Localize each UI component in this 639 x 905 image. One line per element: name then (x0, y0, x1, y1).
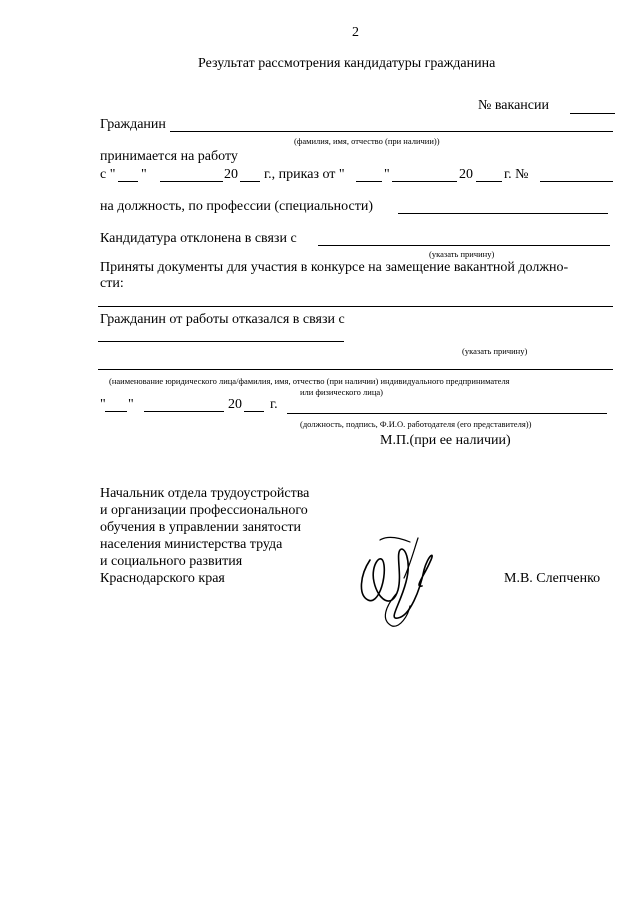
hire-day-line (118, 181, 138, 182)
rejected-label: Кандидатура отклонена в связи с (100, 231, 297, 246)
hire-order-label: г., приказ от " (264, 167, 345, 182)
sign-date-quote-open: " (100, 397, 106, 412)
hired-label: принимается на работу (100, 149, 238, 164)
order-number-label: г. № (504, 167, 529, 182)
rejected-reason-line (318, 245, 610, 246)
signer-title-line-3: обучения в управлении занятости (100, 520, 301, 535)
sign-day-line (105, 411, 127, 412)
page-number: 2 (352, 25, 359, 40)
sign-year-prefix: 20 (228, 397, 242, 412)
stamp-note: М.П.(при ее наличии) (380, 433, 511, 448)
hire-from-label: с " (100, 167, 116, 182)
vacancy-label: № вакансии (478, 98, 549, 113)
order-year-prefix: 20 (459, 167, 473, 182)
hire-year-prefix: 20 (224, 167, 238, 182)
position-line (398, 213, 608, 214)
signature-hint: (должность, подпись, Ф.И.О. работодателя (его представителя)) (300, 419, 532, 429)
signature-line (287, 413, 607, 414)
order-day-line (356, 181, 382, 182)
signer-title-line-5: и социального развития (100, 554, 243, 569)
sign-year-suffix: г. (270, 397, 278, 412)
citizen-name-line (170, 131, 613, 132)
position-label: на должность, по профессии (специальности) (100, 199, 373, 214)
order-month-line (392, 181, 457, 182)
employer-name-line (98, 369, 613, 370)
hire-day-quote: " (141, 167, 147, 182)
refused-reason-hint: (указать причину) (462, 346, 528, 356)
refused-label: Гражданин от работы отказался в связи с (100, 312, 345, 327)
refused-reason-line (98, 341, 344, 342)
hire-month-line (160, 181, 223, 182)
documents-text: Приняты документы для участия в конкурсе на замещение вакантной должно- (100, 260, 569, 275)
handwritten-signature (340, 520, 450, 630)
sign-month-line (144, 411, 224, 412)
order-day-quote: " (384, 167, 390, 182)
vacancy-number-line (570, 113, 615, 114)
sign-date-quote-close: " (128, 397, 134, 412)
order-year-line (476, 181, 502, 182)
employer-hint: (наименование юридического лица/фамилия, имя, отчество (при наличии) индивидуального предпринимателя (109, 376, 510, 386)
fio-hint: (фамилия, имя, отчество (при наличии)) (294, 136, 440, 146)
signer-name: М.В. Слепченко (504, 571, 601, 586)
sign-year-line (244, 411, 264, 412)
hire-year-line (240, 181, 260, 182)
employer-hint-continued: или физического лица) (300, 387, 383, 397)
documents-text-continued: сти: (100, 276, 124, 291)
documents-line (98, 306, 613, 307)
citizen-label: Гражданин (100, 117, 166, 132)
rejected-reason-hint: (указать причину) (429, 249, 495, 259)
signer-title-line-4: населения министерства труда (100, 537, 283, 552)
signer-title-line-6: Краснодарского края (100, 571, 225, 586)
page-title: Результат рассмотрения кандидатуры гражданина (198, 56, 496, 71)
signer-title-line-2: и организации профессионального (100, 503, 308, 518)
signer-title-line-1: Начальник отдела трудоустройства (100, 486, 310, 501)
order-number-line (540, 181, 613, 182)
